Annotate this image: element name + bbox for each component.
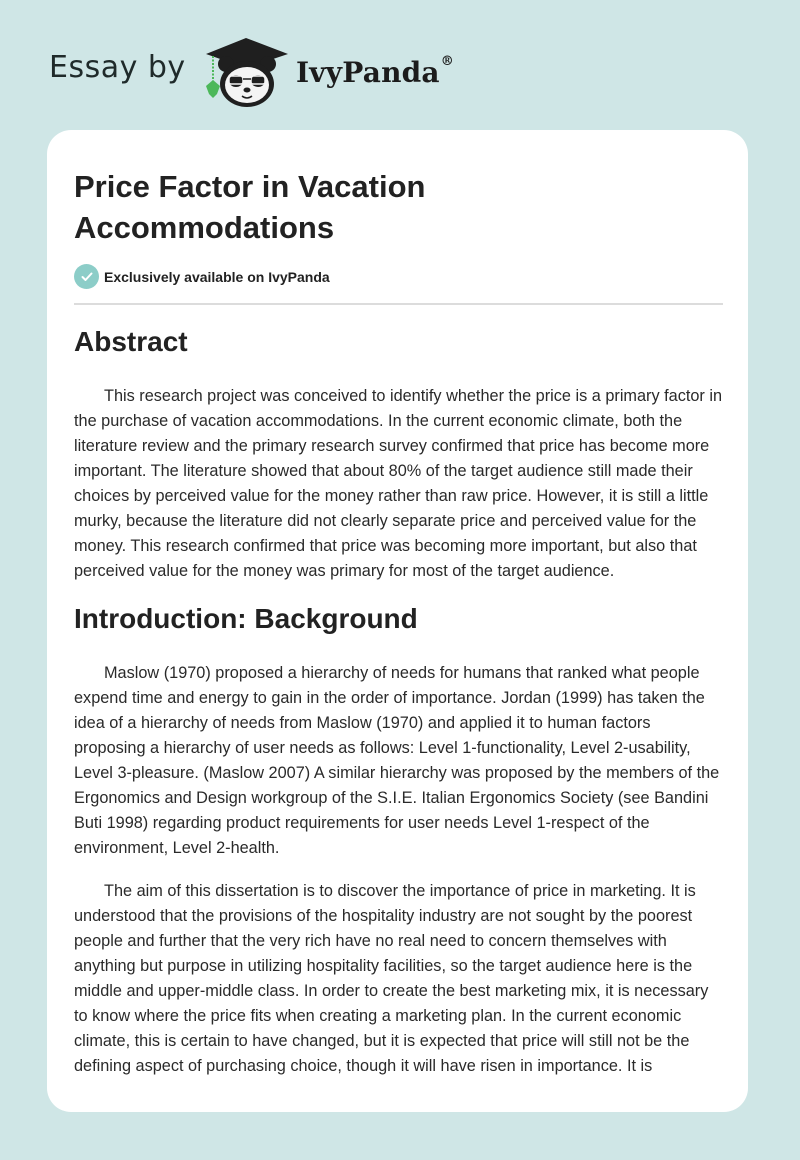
abstract-paragraph: This research project was conceived to identify whether the price is a primary factor in the purchase of vacation accommodations. In the current economic climate, both the literature review and the primary research survey confirmed that price has become more important. The literature showed that about 80% of the target audience still made their choices by perceived value for the money rather than raw price. However, it is still a little murky, because the literature did not clearly separate price and perceived value for the money. This research confirmed that price was becoming more important, but also that perceived value for the money was primary for most of the target audience. <box>74 387 723 580</box>
section-heading-introduction: Introduction: Background <box>74 603 418 634</box>
introduction-paragraph-1: Maslow (1970) proposed a hierarchy of needs for humans that ranked what people expend time and energy to gain in the order of importance. Jordan (1999) has taken the idea of a hierarchy of needs from Maslow (1970) and applied it to human factors proposing a hierarchy of user needs as follows: Level 1-functionality, Level 2-usability, Level 3-pleasure. (Maslow 2007) A similar hierarchy was proposed by the members of the Ergonomics and Design workgroup of the S.I.E. Italian Ergonomics Society (see Bandini Buti 1998) regarding product requirements for user needs Level 1-respect of the environment, Level 2-health. <box>74 664 720 857</box>
brand-name[interactable] <box>296 56 454 89</box>
section-heading-abstract: Abstract <box>74 326 188 357</box>
exclusive-text: Exclusively available on IvyPanda <box>104 268 330 285</box>
site-header <box>0 0 800 130</box>
brand-text: IvyPanda <box>296 56 440 89</box>
divider <box>74 303 723 305</box>
page-title: Price Factor in Vacation Accommodations <box>74 169 426 245</box>
panda-graduation-cap-icon[interactable] <box>200 34 292 108</box>
check-circle-icon <box>74 264 99 289</box>
registered-mark: ® <box>440 54 454 69</box>
exclusive-badge <box>74 264 330 289</box>
essay-by-label: Essay by <box>49 50 186 85</box>
essay-card <box>47 130 748 1112</box>
introduction-paragraph-2: The aim of this dissertation is to discover the importance of price in marketing. It is understood that the provisions of the hospitality industry are not sought by the poorest people and further that the very rich have no real need to concern themselves with anything but purpose in utilizing hospitality facilities, so the target audience here is the middle and upper-middle class. In order to create the best marketing mix, it is necessary to know where the price fits when creating a marketing plan. In the current economic climate, this is certain to have changed, but it is expected that price will still not be the defining aspect of purchasing choice, though it will have risen in importance. It is <box>74 882 709 1075</box>
